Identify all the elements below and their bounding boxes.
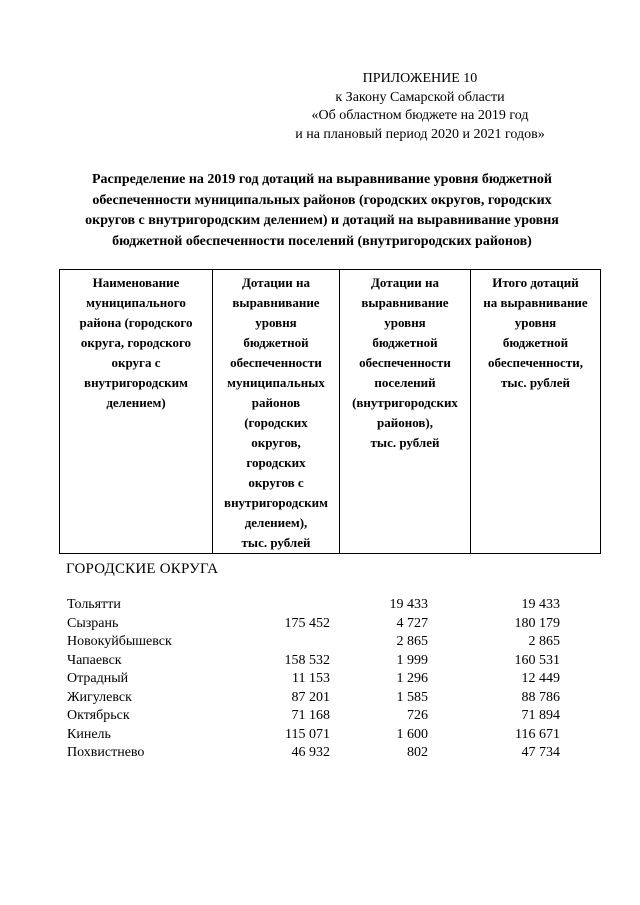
header-line: бюджетной xyxy=(372,335,438,350)
appendix-number: ПРИЛОЖЕНИЕ 10 xyxy=(362,71,478,86)
header-line: уровня xyxy=(514,315,557,330)
header-line: тыс. рублей xyxy=(241,535,311,550)
row-name: Жигулевск xyxy=(67,689,132,705)
row-total: 116 671 xyxy=(515,726,560,742)
row-district-subsidy: 46 932 xyxy=(291,745,330,760)
row-total: 180 179 xyxy=(514,615,560,631)
header-line: поселений xyxy=(374,375,436,390)
header-line: Наименование xyxy=(92,275,180,290)
row-total: 47 734 xyxy=(521,745,560,760)
row-name: Тольятти xyxy=(67,597,121,612)
header-line: тыс. рублей xyxy=(370,435,440,450)
header-line: на выравнивание xyxy=(483,295,588,310)
row-name: Кинель xyxy=(67,726,111,742)
row-total: 71 894 xyxy=(521,708,560,723)
header-line: внутригородским xyxy=(84,375,188,390)
header-line: района (городского xyxy=(79,315,193,330)
appendix-block xyxy=(260,70,580,144)
row-total: 12 449 xyxy=(521,671,560,686)
table-header xyxy=(59,269,601,554)
row-settlement-subsidy: 1 999 xyxy=(396,652,428,668)
header-line: округов с xyxy=(248,475,304,490)
title-line: Распределение на 2019 год дотаций на выравнивание уровня бюджетной xyxy=(91,172,552,187)
row-district-subsidy: 87 201 xyxy=(291,689,330,705)
title-line: бюджетной обеспеченности поселений (внутригородских районов) xyxy=(112,233,532,249)
header-line: бюджетной xyxy=(243,335,309,350)
header-line: округов, xyxy=(251,435,301,450)
header-line: уровня xyxy=(384,315,426,330)
header-line: городских xyxy=(246,455,306,470)
header-line: Итого дотаций xyxy=(492,275,579,290)
header-line: районов), xyxy=(377,415,433,430)
title-line: обеспеченности муниципальных районов (городских округов, городских xyxy=(92,192,552,208)
row-settlement-subsidy: 2 865 xyxy=(396,634,428,649)
row-settlement-subsidy: 726 xyxy=(407,708,428,723)
header-line: обеспеченности xyxy=(230,355,322,370)
row-district-subsidy: 115 071 xyxy=(285,726,330,742)
row-settlement-subsidy: 4 727 xyxy=(396,615,428,631)
row-name: Октябрьск xyxy=(67,708,130,723)
table-row xyxy=(0,744,640,763)
row-total: 2 865 xyxy=(528,634,560,649)
appendix-law-title: «Об областном бюджете на 2019 год xyxy=(311,108,529,123)
header-line: обеспеченности, xyxy=(488,355,583,370)
header-line: Дотации на xyxy=(241,275,311,290)
row-name: Отрадный xyxy=(67,671,129,686)
title-line: округов с внутригородским делением) и дотаций на выравнивание уровня xyxy=(85,213,559,228)
row-settlement-subsidy: 1 600 xyxy=(396,726,428,742)
section-title: ГОРОДСКИЕ ОКРУГА xyxy=(66,561,219,577)
row-name: Похвистнево xyxy=(67,745,145,760)
header-line: бюджетной xyxy=(502,335,569,350)
header-line: выравнивание xyxy=(232,295,320,310)
header-line: уровня xyxy=(255,315,297,330)
header-line: тыс. рублей xyxy=(501,375,570,390)
row-total: 88 786 xyxy=(521,689,560,705)
header-col-total xyxy=(471,270,601,554)
row-total: 19 433 xyxy=(521,597,560,612)
table-row xyxy=(0,615,640,634)
header-line: (внутригородских xyxy=(352,395,458,410)
row-name: Новокуйбышевск xyxy=(67,634,172,649)
row-settlement-subsidy: 1 296 xyxy=(396,671,428,686)
header-line: округа с xyxy=(111,355,161,370)
header-line: (городских xyxy=(244,415,308,430)
row-name: Чапаевск xyxy=(67,652,122,668)
row-total: 160 531 xyxy=(514,652,560,668)
header-line: выравнивание xyxy=(361,295,449,310)
header-line: муниципального xyxy=(86,295,186,310)
appendix-law-ref: к Закону Самарской области xyxy=(335,89,505,105)
row-district-subsidy: 71 168 xyxy=(291,708,330,723)
table-row xyxy=(0,707,640,726)
row-district-subsidy: 11 153 xyxy=(292,671,330,686)
table-row xyxy=(0,689,640,708)
header-line: муниципальных xyxy=(227,375,325,390)
table-row xyxy=(0,633,640,652)
table-row xyxy=(0,652,640,671)
document-title xyxy=(72,170,572,252)
data-rows xyxy=(0,596,640,763)
header-col-district-subsidy xyxy=(213,270,340,554)
row-settlement-subsidy: 802 xyxy=(407,745,428,760)
row-settlement-subsidy: 1 585 xyxy=(396,689,428,705)
row-district-subsidy: 158 532 xyxy=(284,652,330,668)
header-line: районов xyxy=(251,395,301,410)
row-name: Сызрань xyxy=(67,615,119,631)
row-district-subsidy: 175 452 xyxy=(284,615,330,631)
table-row xyxy=(0,670,640,689)
header-line: Дотации на xyxy=(370,275,440,290)
header-line: делением), xyxy=(244,515,308,530)
header-line: обеспеченности xyxy=(359,355,451,370)
header-line: округа, городского xyxy=(80,335,192,350)
appendix-law-period: и на плановый период 2020 и 2021 годов» xyxy=(295,126,545,142)
header-col-name xyxy=(60,270,213,554)
table-row xyxy=(0,596,640,615)
table-row xyxy=(0,726,640,745)
header-col-settlement-subsidy xyxy=(340,270,471,554)
row-settlement-subsidy: 19 433 xyxy=(389,597,428,612)
header-line: делением) xyxy=(106,395,166,410)
header-line: внутригородским xyxy=(224,495,328,510)
